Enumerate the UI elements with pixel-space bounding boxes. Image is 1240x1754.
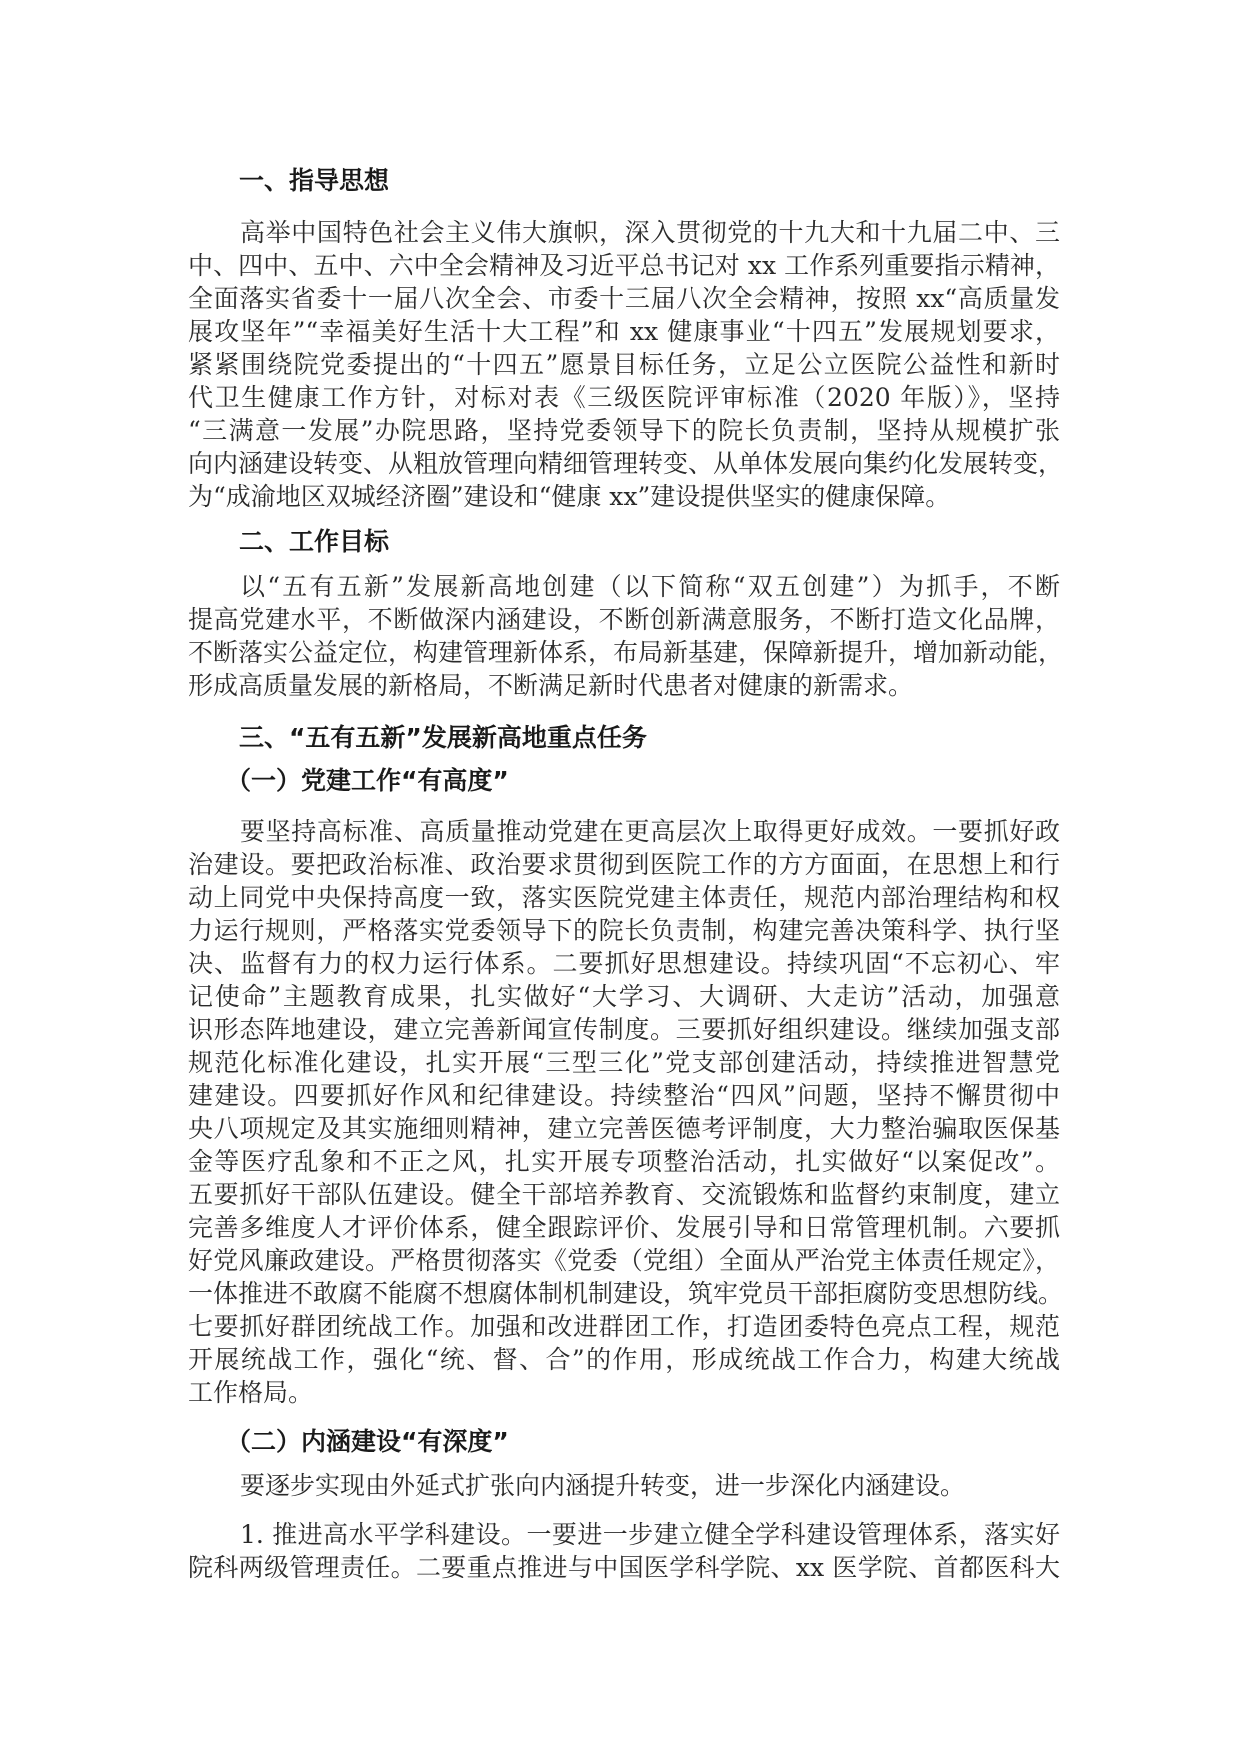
paragraph-line: 以“五有五新”发展新高地创建（以下简称“双五创建”）为抓手，不断	[240, 572, 1060, 601]
section-heading	[188, 525, 1060, 558]
paragraph-line: 好党风廉政建设。严格贯彻落实《党委（党组）全面从严治党主体责任规定》，	[188, 1246, 1060, 1275]
paragraph-line: 识形态阵地建设，建立完善新闻宣传制度。三要抓好组织建设。继续加强支部	[188, 1015, 1060, 1044]
paragraph-line: 要逐步实现由外延式扩张向内涵提升转变，进一步深化内涵建设。	[240, 1471, 966, 1500]
heading-text: 三、“五有五新”发展新高地重点任务	[239, 723, 647, 752]
heading-text: （一）党建工作“有高度”	[226, 766, 509, 795]
paragraph-line: “三满意一发展”办院思路，坚持党委领导下的院长负责制，坚持从规模扩张	[188, 416, 1060, 445]
paragraph-line: 提高党建水平，不断做深内涵建设，不断创新满意服务，不断打造文化品牌，	[188, 605, 1060, 634]
paragraph-line: 完善多维度人才评价体系，健全跟踪评价、发展引导和日常管理机制。六要抓	[188, 1213, 1060, 1242]
paragraph	[188, 1469, 1060, 1502]
paragraph-line: 工作格局。	[188, 1378, 314, 1407]
paragraph-line: 代卫生健康工作方针，对标对表《三级医院评审标准（2020 年版）》，坚持	[188, 383, 1060, 412]
paragraph-line: 建建设。四要抓好作风和纪律建设。持续整治“四风”问题，坚持不懈贯彻中	[188, 1081, 1060, 1110]
paragraph-line: 决、监督有力的权力运行体系。二要抓好思想建设。持续巩固“不忘初心、牢	[188, 949, 1060, 978]
paragraph-line: 向内涵建设转变、从粗放管理向精细管理转变、从单体发展向集约化发展转变，	[188, 449, 1064, 478]
paragraph-line: 动上同党中央保持高度一致，落实医院党建主体责任，规范内部治理结构和权	[188, 883, 1060, 912]
section-heading	[188, 764, 1060, 797]
paragraph	[188, 1518, 1060, 1584]
paragraph-line: 不断落实公益定位，构建管理新体系，布局新基建，保障新提升，增加新动能，	[188, 638, 1064, 667]
paragraph-line: 治建设。要把政治标准、政治要求贯彻到医院工作的方方面面，在思想上和行	[188, 850, 1060, 879]
paragraph	[188, 216, 1064, 513]
heading-text: （二）内涵建设“有深度”	[226, 1427, 509, 1456]
heading-text: 一、指导思想	[239, 166, 390, 195]
paragraph-line: 形成高质量发展的新格局，不断满足新时代患者对健康的新需求。	[188, 671, 914, 700]
paragraph-line: 高举中国特色社会主义伟大旗帜，深入贯彻党的十九大和十九届二中、三	[240, 218, 1060, 247]
paragraph-line: 七要抓好群团统战工作。加强和改进群团工作，打造团委特色亮点工程，规范	[188, 1312, 1060, 1341]
section-heading	[188, 1425, 1060, 1458]
paragraph-line: 五要抓好干部队伍建设。健全干部培养教育、交流锻炼和监督约束制度，建立	[188, 1180, 1060, 1209]
paragraph	[188, 570, 1064, 702]
paragraph-line: 记使命”主题教育成果，扎实做好“大学习、大调研、大走访”活动，加强意	[188, 982, 1060, 1011]
paragraph-line: 要坚持高标准、高质量推动党建在更高层次上取得更好成效。一要抓好政	[240, 817, 1060, 846]
heading-text: 二、工作目标	[239, 527, 390, 556]
paragraph-line: 开展统战工作，强化“统、督、合”的作用，形成统战工作合力，构建大统战	[188, 1345, 1060, 1374]
section-heading	[188, 721, 1060, 754]
paragraph-line: 金等医疗乱象和不正之风，扎实开展专项整治活动，扎实做好“以案促改”。	[188, 1147, 1060, 1176]
paragraph-line: 规范化标准化建设，扎实开展“三型三化”党支部创建活动，持续推进智慧党	[188, 1048, 1060, 1077]
paragraph	[188, 815, 1064, 1409]
paragraph-line: 为“成渝地区双城经济圈”建设和“健康 xx”建设提供坚实的健康保障。	[188, 482, 951, 511]
paragraph-line: 央八项规定及其实施细则精神，建立完善医德考评制度，大力整治骗取医保基	[188, 1114, 1060, 1143]
paragraph-line: 力运行规则，严格落实党委领导下的院长负责制，构建完善决策科学、执行坚	[188, 916, 1060, 945]
paragraph-line: 一体推进不敢腐不能腐不想腐体制机制建设，筑牢党员干部拒腐防变思想防线。	[188, 1279, 1064, 1308]
paragraph-line: 紧紧围绕院党委提出的“十四五”愿景目标任务，立足公立医院公益性和新时	[188, 350, 1060, 379]
paragraph-line: 1. 推进高水平学科建设。一要进一步建立健全学科建设管理体系，落实好	[240, 1520, 1060, 1549]
section-heading	[188, 164, 1060, 197]
paragraph-line: 全面落实省委十一届八次全会、市委十三届八次全会精神，按照 xx“高质量发	[188, 284, 1060, 313]
paragraph-line: 中、四中、五中、六中全会精神及习近平总书记对 xx 工作系列重要指示精神，	[188, 251, 1060, 280]
paragraph-line: 院科两级管理责任。二要重点推进与中国医学科学院、xx 医学院、首都医科大	[188, 1553, 1060, 1582]
paragraph-line: 展攻坚年”“幸福美好生活十大工程”和 xx 健康事业“十四五”发展规划要求，	[188, 317, 1060, 346]
